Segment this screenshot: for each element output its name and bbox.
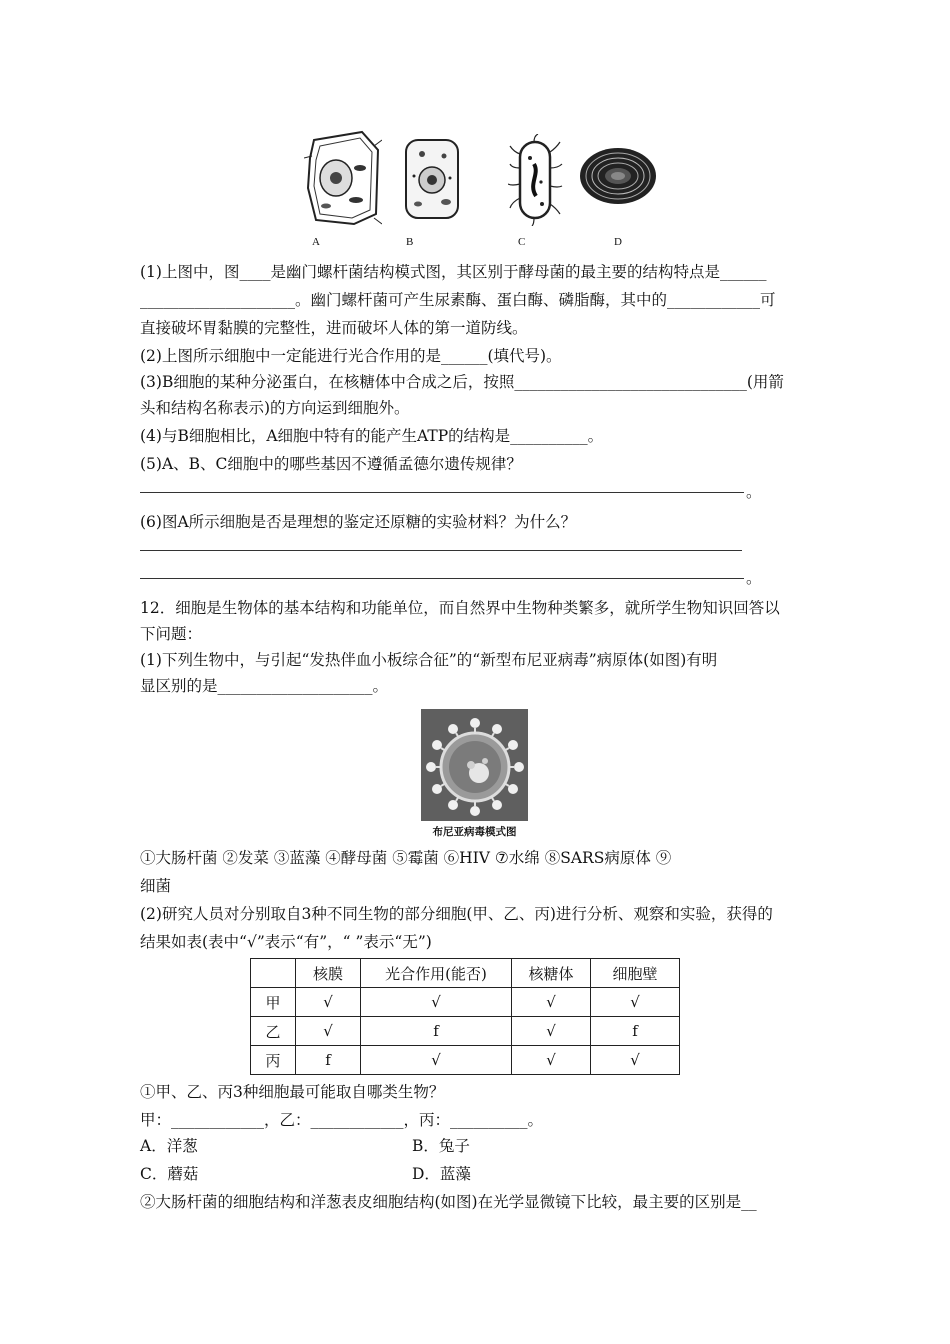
- virus-illustration: [421, 709, 528, 821]
- choice-d: D．蓝藻: [412, 1165, 471, 1183]
- choice-a: A．洋葱: [140, 1137, 198, 1155]
- table-header-cell: 核糖体: [512, 959, 591, 988]
- bacterium-figure: [508, 134, 564, 226]
- q12-part1-line2: 显区别的是____________________。: [140, 677, 389, 695]
- table-header-cell: [251, 959, 296, 988]
- table-row: [251, 1046, 680, 1075]
- q12-sub2-question: ②大肠杆菌的细胞结构和洋葱表皮细胞结构(如图)在光学显微镜下比较，最主要的区别是__: [140, 1193, 757, 1211]
- q12-part1-line1: (1)下列生物中，与引起“发热伴血小板综合征”的“新型布尼亚病毒”病原体(如图)有明: [140, 651, 718, 669]
- choice-b: B．兔子: [412, 1137, 470, 1155]
- q12-part2-line1: (2)研究人员对分别取自3种不同生物的部分细胞(甲、乙、丙)进行分析、观察和实验，获得的: [140, 905, 773, 923]
- cell-comparison-table: [250, 958, 680, 1075]
- figure-label-b: B: [406, 236, 414, 248]
- bunyavirus-figure: [421, 709, 528, 821]
- q11-part5-answer-line: [140, 492, 744, 493]
- table-header-cell: 光合作用(能否): [361, 959, 512, 988]
- table-cell: √: [361, 988, 512, 1017]
- table-cell: 丙: [251, 1046, 296, 1075]
- figure-label-c: C: [518, 236, 526, 248]
- virus-caption: 布尼亚病毒模式图: [432, 826, 517, 838]
- table-header-cell: 细胞壁: [591, 959, 680, 988]
- q11-part3-line2: 头和结构名称表示)的方向运到细胞外。: [140, 399, 410, 417]
- q12-options-line2: 细菌: [140, 877, 172, 895]
- table-row: [251, 1017, 680, 1046]
- blue-algae-figure: [578, 146, 658, 206]
- q12-options-line1: ①大肠杆菌 ②发菜 ③蓝藻 ④酵母菌 ⑤霉菌 ⑥HIV ⑦水绵 ⑧SARS病原体 ⑨: [140, 849, 672, 867]
- q11-part1-line1: (1)上图中，图____是幽门螺杆菌结构模式图，其区别于酵母菌的最主要的结构特点是______: [140, 263, 767, 281]
- q11-part1-line2: ____________________。幽门螺杆菌可产生尿素酶、蛋白酶、磷脂酶，其中的____________可: [140, 291, 776, 309]
- figure-label-a: A: [312, 236, 320, 248]
- table-cell: f: [361, 1017, 512, 1046]
- choice-c: C．蘑菇: [140, 1165, 199, 1183]
- table-cell: 乙: [251, 1017, 296, 1046]
- table-header-row: [251, 959, 680, 988]
- q12-intro-line2: 下问题：: [140, 625, 203, 643]
- q11-part6-period: 。: [746, 569, 762, 587]
- q11-part4: (4)与B细胞相比，A细胞中特有的能产生ATP的结构是__________。: [140, 427, 604, 445]
- q12-sub1-question: ①甲、乙、丙3种细胞最可能取自哪类生物？: [140, 1083, 445, 1101]
- table-cell: 甲: [251, 988, 296, 1017]
- table-header-cell: 核膜: [296, 959, 361, 988]
- q12-part2-line2: 结果如表(表中“√”表示“有”，“ ”表示“无”): [140, 933, 432, 951]
- q12-sub1-answer: 甲：____________，乙：____________，丙：__________。: [140, 1111, 544, 1129]
- table-cell: √: [512, 988, 591, 1017]
- table-cell: √: [296, 1017, 361, 1046]
- plant-cell-figure: [304, 128, 382, 228]
- q11-part2: (2)上图所示细胞中一定能进行光合作用的是______(填代号)。: [140, 347, 562, 365]
- figure-label-d: D: [614, 236, 622, 248]
- q11-part6: (6)图A所示细胞是否是理想的鉴定还原糖的实验材料？为什么？: [140, 513, 577, 531]
- q11-part5-period: 。: [746, 483, 762, 501]
- table-cell: √: [361, 1046, 512, 1075]
- table-cell: f: [296, 1046, 361, 1075]
- table-cell: √: [296, 988, 361, 1017]
- q12-intro-line1: 12．细胞是生物体的基本结构和功能单位，而自然界中生物种类繁多，就所学生物知识回答以: [140, 599, 780, 617]
- table-cell: √: [591, 1046, 680, 1075]
- q11-part3-line1: (3)B细胞的某种分泌蛋白，在核糖体中合成之后，按照______________________________(用箭: [140, 373, 784, 391]
- q11-part6-answer-line-2: [140, 578, 744, 579]
- table-row: [251, 988, 680, 1017]
- table-cell: √: [512, 1046, 591, 1075]
- q11-part5: (5)A、B、C细胞中的哪些基因不遵循孟德尔遗传规律？: [140, 455, 522, 473]
- table-cell: f: [591, 1017, 680, 1046]
- table-cell: √: [512, 1017, 591, 1046]
- cell-figures: [296, 128, 666, 238]
- q11-part6-answer-line-1: [140, 550, 742, 551]
- q11-part1-line3: 直接破坏胃黏膜的完整性，进而破坏人体的第一道防线。: [140, 319, 528, 337]
- animal-cell-figure: [402, 136, 462, 222]
- table-cell: √: [591, 988, 680, 1017]
